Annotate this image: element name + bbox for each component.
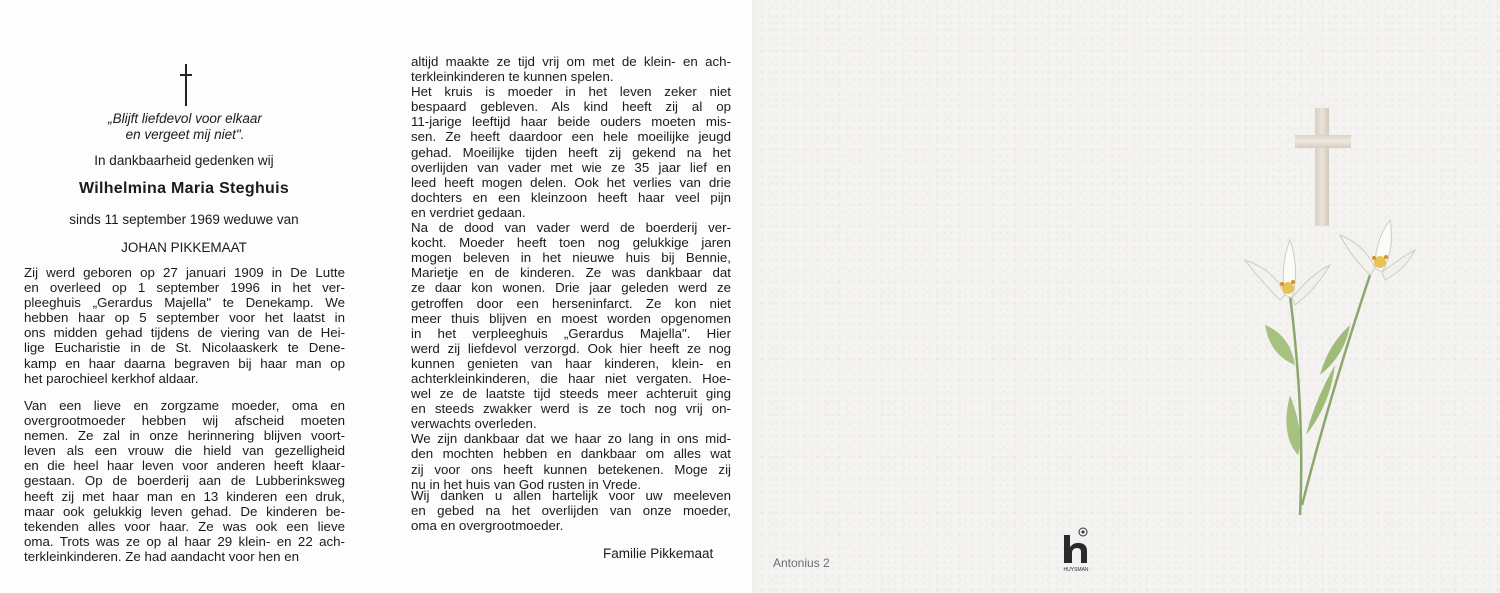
text-line: en die heel haar leven voor anderen heeft klaar- xyxy=(24,458,345,474)
quote-line: „Blijft liefdevol voor elkaar xyxy=(108,111,262,126)
text-line: nemen. Ze zal in onze herinnering blijven voort- xyxy=(24,428,345,444)
text-line: mogen beleven in het nieuwe huis bij Bennie, xyxy=(411,250,731,266)
text-line: en gebed na het overlijden van onze moeder, xyxy=(411,503,731,519)
text-line: oma en overgrootmoeder. xyxy=(411,518,564,534)
biography-paragraph xyxy=(24,265,345,386)
text-line: leven als een vrouw die hield van gezelligheid xyxy=(24,443,345,459)
text-line: ze daar kon wonen. Drie jaar geleden werd ze xyxy=(411,280,731,296)
text-line: nu in het huis van God rusten in Vrede. xyxy=(411,476,642,492)
text-line: sen. Ze heeft daardoor een hele moeilijke jeugd xyxy=(411,129,731,145)
text-line: Marietje en de kinderen. Ze was dankbaar dat xyxy=(411,265,731,281)
text-line: werd zij liefdevol verzorgd. Ook hier heeft ze nog xyxy=(411,340,731,356)
text-line: ons midden gehad tijdens de viering van de Hei- xyxy=(24,325,345,341)
text-line: 11-jarige leeftijd haar beide ouders moeten mis- xyxy=(411,114,731,130)
deceased-name: Wilhelmina Maria Steghuis xyxy=(78,180,290,197)
text-line: kocht. Moeder heeft toen nog gelukkige jaren xyxy=(411,235,731,251)
lily-flowers-icon xyxy=(1220,215,1420,515)
text-line: achterkleinkinderen, die haar niet vergaten. Hoe- xyxy=(411,370,731,386)
text-line: gestaan. Op de boerderij aan de Lubberinksweg xyxy=(24,473,345,489)
text-line: overlijden van vader met wie ze 35 jaar lief en xyxy=(411,159,731,175)
svg-text:HUYSMAN: HUYSMAN xyxy=(1063,567,1089,573)
life-story-paragraph xyxy=(411,54,731,492)
text-line: zij voor ons heeft kunnen betekenen. Moge zij xyxy=(411,461,731,477)
text-line: dochters en een kleinzoon heeft haar veel pijn xyxy=(411,189,731,205)
farewell-paragraph xyxy=(24,398,345,564)
text-line: het parochieel kerkhof aldaar. xyxy=(24,370,199,386)
text-line: tekenden alles voor haar. Ze was ook een lieve xyxy=(24,518,345,534)
widow-line: sinds 11 september 1969 weduwe van xyxy=(69,212,299,227)
text-line: Het kruis is moeder in het leven zeker niet xyxy=(411,84,731,100)
text-line: Zij werd geboren op 27 januari 1909 in De Lutte xyxy=(24,265,345,280)
text-line: heeft zij met haar man en 13 kinderen een druk, xyxy=(24,488,345,504)
quote xyxy=(60,111,310,143)
quote-line: en vergeet mij niet". xyxy=(125,127,245,142)
cross-icon xyxy=(1295,108,1351,226)
card-code: Antonius 2 xyxy=(773,556,830,570)
text-line: Wij danken u allen hartelijk voor uw meeleven xyxy=(411,488,731,503)
text-line: terkleinkinderen te kunnen spelen. xyxy=(411,69,614,85)
printer-logo-icon xyxy=(1061,527,1091,573)
text-line: den mochten hebben en dankbaar om alles wat xyxy=(411,446,731,462)
text-line: Van een lieve en zorgzame moeder, oma en xyxy=(24,398,345,413)
text-line: We zijn dankbaar dat we haar zo lang in ons mid- xyxy=(411,431,731,447)
text-line: in het verpleeghuis „Gerardus Majella". Hier xyxy=(411,325,731,341)
text-line: en verdriet gedaan. xyxy=(411,204,526,220)
text-line: kamp en haar daarna begraven bij haar man op xyxy=(24,355,345,371)
text-line: terkleinkinderen. Ze had aandacht voor hen en xyxy=(24,548,299,564)
text-line: overgrootmoeder hebben wij afscheid moeten xyxy=(24,413,345,429)
text-line: meer thuis blijven en moest worden opgenomen xyxy=(411,310,731,326)
text-line: getroffen door een herseninfarct. Ze kon niet xyxy=(411,295,731,311)
intro-text: In dankbaarheid gedenken wij xyxy=(94,153,274,168)
text-line: bespaard gebleven. Als kind heeft zij al op xyxy=(411,99,731,115)
cross-icon xyxy=(180,64,192,106)
text-line: wel ze de laatste tijd steeds meer achteruit ging xyxy=(411,386,731,402)
text-line: hebben haar op 5 september voor het laatst in xyxy=(24,310,345,326)
text-line: pleeghuis „Gerardus Majella" te Denekamp. We xyxy=(24,295,345,311)
text-line: Na de dood van vader werd de boerderij ver- xyxy=(411,220,731,236)
text-line: leed heeft mogen delen. Ook het verlies van drie xyxy=(411,174,731,190)
card-fold xyxy=(752,0,755,593)
text-line: en overleed op 1 september 1996 in het ver- xyxy=(24,280,345,296)
text-line: maar ook gelukkig leven gehad. De kinderen be- xyxy=(24,503,345,519)
signature: Familie Pikkemaat xyxy=(603,546,714,561)
text-line: verwachts overleden. xyxy=(411,416,537,432)
text-line: lige Eucharistie in de St. Nicolaaskerk te Dene- xyxy=(24,340,345,356)
husband-name: JOHAN PIKKEMAAT xyxy=(121,240,247,255)
text-line: kunnen genieten van haar kinderen, klein- en xyxy=(411,355,731,371)
text-line: gehad. Moeilijke tijden heeft zij gekend na het xyxy=(411,144,731,160)
text-line: en steeds zwakker werd is ze toch nog vrij on- xyxy=(411,401,731,417)
text-line: oma. Trots was ze op al haar 29 klein- en 22 ach- xyxy=(24,533,345,549)
thanks-paragraph xyxy=(411,488,731,533)
text-line: altijd maakte ze tijd vrij om met de klein- en ach- xyxy=(411,54,731,69)
